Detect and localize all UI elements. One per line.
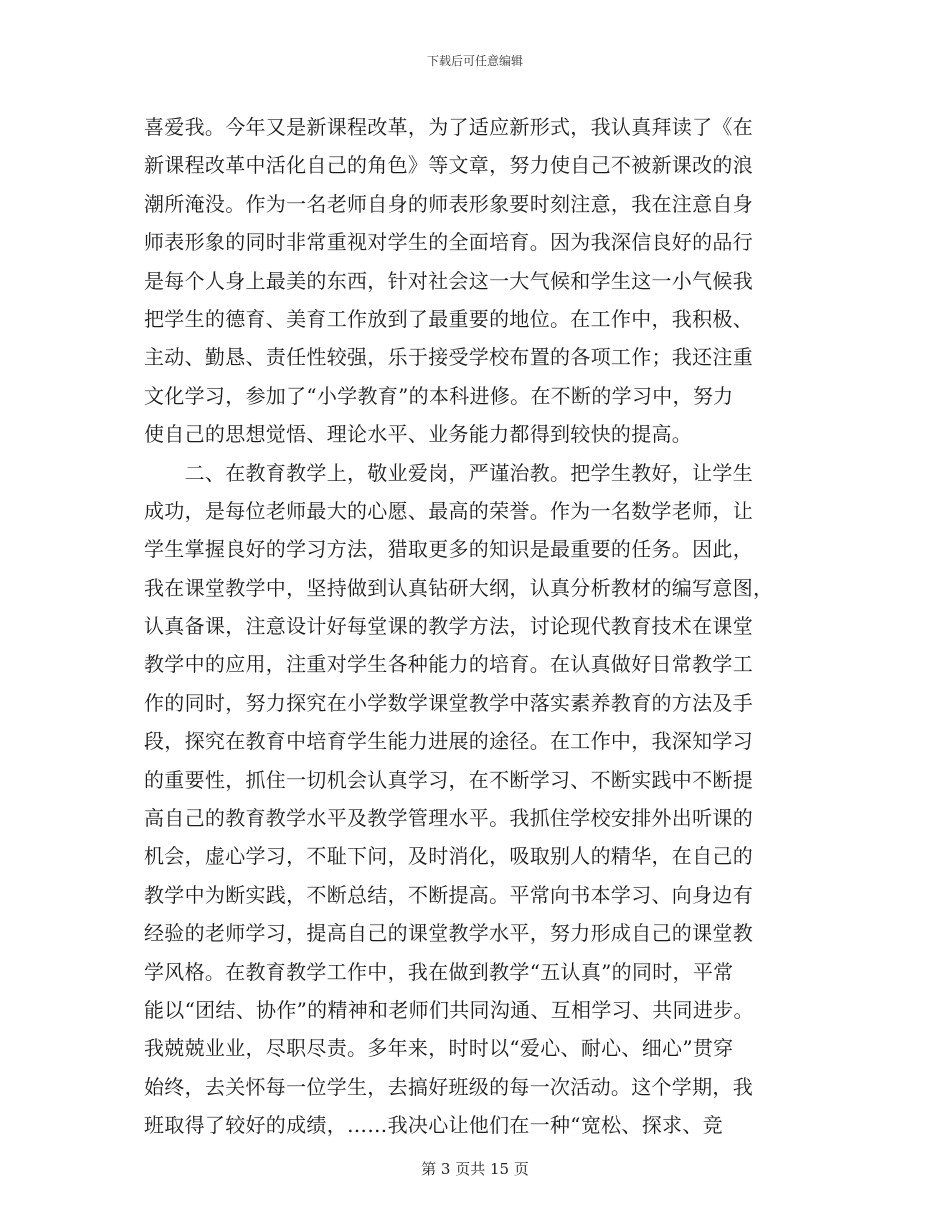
text-line: 经验的老师学习，提高自己的课堂教学水平，努力形成自己的课堂教 <box>144 921 753 946</box>
text-line: 教学中为断实践，不断总结，不断提高。平常向书本学习、向身边有 <box>144 882 753 907</box>
text-line: 高自己的教育教学水平及教学管理水平。我抓住学校安排外出听课的 <box>144 806 753 831</box>
text-line: 我兢兢业业，尽职尽责。多年来，时时以“爱心、耐心、细心”贯穿 <box>144 1036 734 1061</box>
text-line: 师表形象的同时非常重视对学生的全面培育。因为我深信良好的品行 <box>144 230 753 255</box>
text-line: 文化学习，参加了“小学教育”的本科进修。在不断的学习中，努力 <box>144 383 734 408</box>
page-number: 第 3 页共 15 页 <box>421 1160 529 1178</box>
text-line: 把学生的德育、美育工作放到了最重要的地位。在工作中，我积极、 <box>144 306 753 331</box>
text-line: 的重要性，抓住一切机会认真学习，在不断学习、不断实践中不断提 <box>144 767 753 792</box>
text-line: 班取得了较好的成绩，……我决心让他们在一种“宽松、探求、竞 <box>144 1113 723 1138</box>
text-line: 我在课堂教学中，坚持做到认真钻研大纲，认真分析教材的编写意图， <box>144 575 774 600</box>
text-line: 学风格。在教育教学工作中，我在做到教学“五认真”的同时，平常 <box>144 959 734 984</box>
text-line: 认真备课，注意设计好每堂课的教学方法，讨论现代教育技术在课堂 <box>144 614 753 639</box>
text-line: 作的同时，努力探究在小学数学课堂教学中落实素养教育的方法及手 <box>144 690 753 715</box>
text-line: 新课程改革中活化自己的角色》等文章，努力使自己不被新课改的浪 <box>144 153 753 178</box>
text-line: 是每个人身上最美的东西，针对社会这一大气候和学生这一小气候我 <box>144 268 753 293</box>
text-line: 段，探究在教育中培育学生能力进展的途径。在工作中，我深知学习 <box>144 729 753 754</box>
text-line: 始终，去关怀每一位学生，去搞好班级的每一次活动。这个学期，我 <box>144 1074 753 1099</box>
text-line: 机会，虚心学习，不耻下问，及时消化，吸取别人的精华，在自己的 <box>144 844 753 869</box>
text-line: 潮所淹没。作为一名老师自身的师表形象要时刻注意，我在注意自身 <box>144 191 753 216</box>
text-line: 主动、勤恳、责任性较强，乐于接受学校布置的各项工作；我还注重 <box>144 345 753 370</box>
text-line: 成功，是每位老师最大的心愿、最高的荣誉。作为一名数学老师，让 <box>144 498 753 523</box>
text-line: 二、在教育教学上，敬业爱岗，严谨治教。把学生教好，让学生 <box>144 460 753 485</box>
text-line: 学生掌握良好的学习方法，猎取更多的知识是最重要的任务。因此， <box>144 537 753 562</box>
text-line: 使自己的思想觉悟、理论水平、业务能力都得到较快的提高。 <box>144 422 693 447</box>
body-text <box>144 108 784 1145</box>
text-line: 教学中的应用，注重对学生各种能力的培育。在认真做好日常教学工 <box>144 652 753 677</box>
header-note: 下载后可任意编辑 <box>426 54 523 68</box>
text-line: 能以“团结、协作”的精神和老师们共同沟通、互相学习、共同进步。 <box>144 997 754 1022</box>
text-line: 喜爱我。今年又是新课程改革，为了适应新形式，我认真拜读了《在 <box>144 115 753 139</box>
